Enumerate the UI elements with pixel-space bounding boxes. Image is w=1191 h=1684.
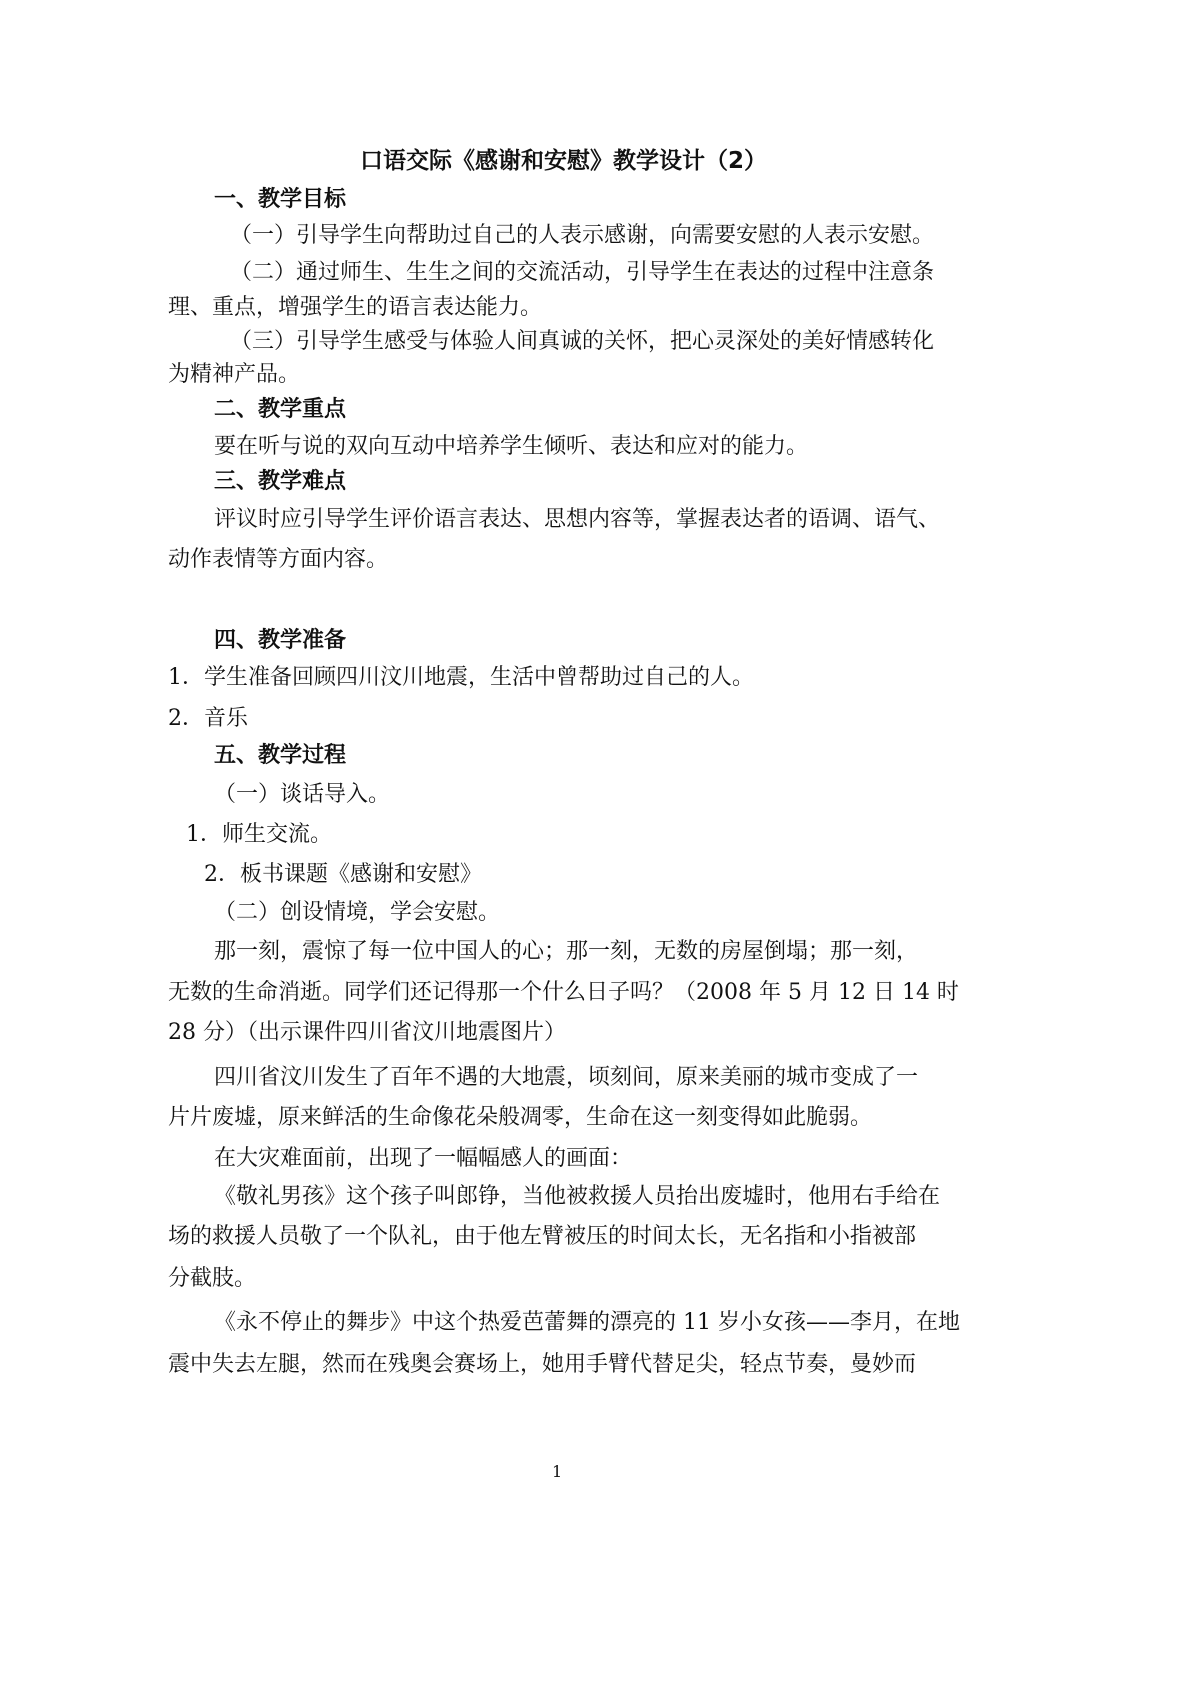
section-heading-preparation: 四、教学准备 (214, 628, 347, 653)
paragraph: 片片废墟，原来鲜活的生命像花朵般凋零，生命在这一刻变得如此脆弱。 (168, 1105, 873, 1130)
paragraph: 分截肢。 (168, 1266, 257, 1291)
paragraph: 评议时应引导学生评价语言表达、思想内容等，掌握表达者的语调、语气、 (214, 507, 941, 532)
section-heading-key-points: 二、教学重点 (214, 397, 347, 422)
list-item: 2．音乐 (168, 706, 248, 731)
paragraph: 无数的生命消逝。同学们还记得那一个什么日子吗？（2008 年 5 月 12 日 14 时 (168, 980, 959, 1005)
page-number: 1 (552, 1462, 563, 1481)
paragraph: 震中失去左腿，然而在残奥会赛场上，她用手臂代替足尖，轻点节奏，曼妙而 (168, 1352, 917, 1377)
list-item: 2．板书课题《感谢和安慰》 (204, 862, 482, 887)
paragraph: 为精神产品。 (168, 362, 301, 387)
paragraph: （一）引导学生向帮助过自己的人表示感谢，向需要安慰的人表示安慰。 (230, 223, 935, 248)
paragraph: 28 分）（出示课件四川省汶川地震图片） (168, 1020, 566, 1045)
paragraph: 《敬礼男孩》这个孩子叫郎铮，当他被救援人员抬出废墟时，他用右手给在 (214, 1184, 941, 1209)
section-heading-difficulties: 三、教学难点 (214, 469, 347, 494)
paragraph: 动作表情等方面内容。 (168, 547, 389, 572)
paragraph: 《永不停止的舞步》中这个热爱芭蕾舞的漂亮的 11 岁小女孩——李月，在地 (214, 1310, 960, 1335)
paragraph: 场的救援人员敬了一个队礼，由于他左臂被压的时间太长，无名指和小指被部 (168, 1224, 917, 1249)
paragraph: （一）谈话导入。 (214, 782, 391, 807)
paragraph: （二）通过师生、生生之间的交流活动，引导学生在表达的过程中注意条 (230, 260, 935, 285)
list-item: 1．师生交流。 (186, 822, 332, 847)
section-heading-objectives: 一、教学目标 (214, 187, 347, 212)
paragraph: 要在听与说的双向互动中培养学生倾听、表达和应对的能力。 (214, 434, 809, 459)
document-title: 口语交际《感谢和安慰》教学设计（2） (360, 148, 768, 174)
paragraph: 理、重点，增强学生的语言表达能力。 (168, 295, 543, 320)
paragraph: 那一刻，震惊了每一位中国人的心；那一刻，无数的房屋倒塌；那一刻， (214, 939, 919, 964)
paragraph: （二）创设情境，学会安慰。 (214, 900, 501, 925)
list-item: 1．学生准备回顾四川汶川地震，生活中曾帮助过自己的人。 (168, 665, 754, 690)
section-heading-process: 五、教学过程 (214, 743, 347, 768)
paragraph: 四川省汶川发生了百年不遇的大地震，顷刻间，原来美丽的城市变成了一 (214, 1065, 919, 1090)
paragraph: （三）引导学生感受与体验人间真诚的关怀，把心灵深处的美好情感转化 (230, 329, 935, 354)
paragraph: 在大灾难面前，出现了一幅幅感人的画面： (214, 1146, 633, 1171)
